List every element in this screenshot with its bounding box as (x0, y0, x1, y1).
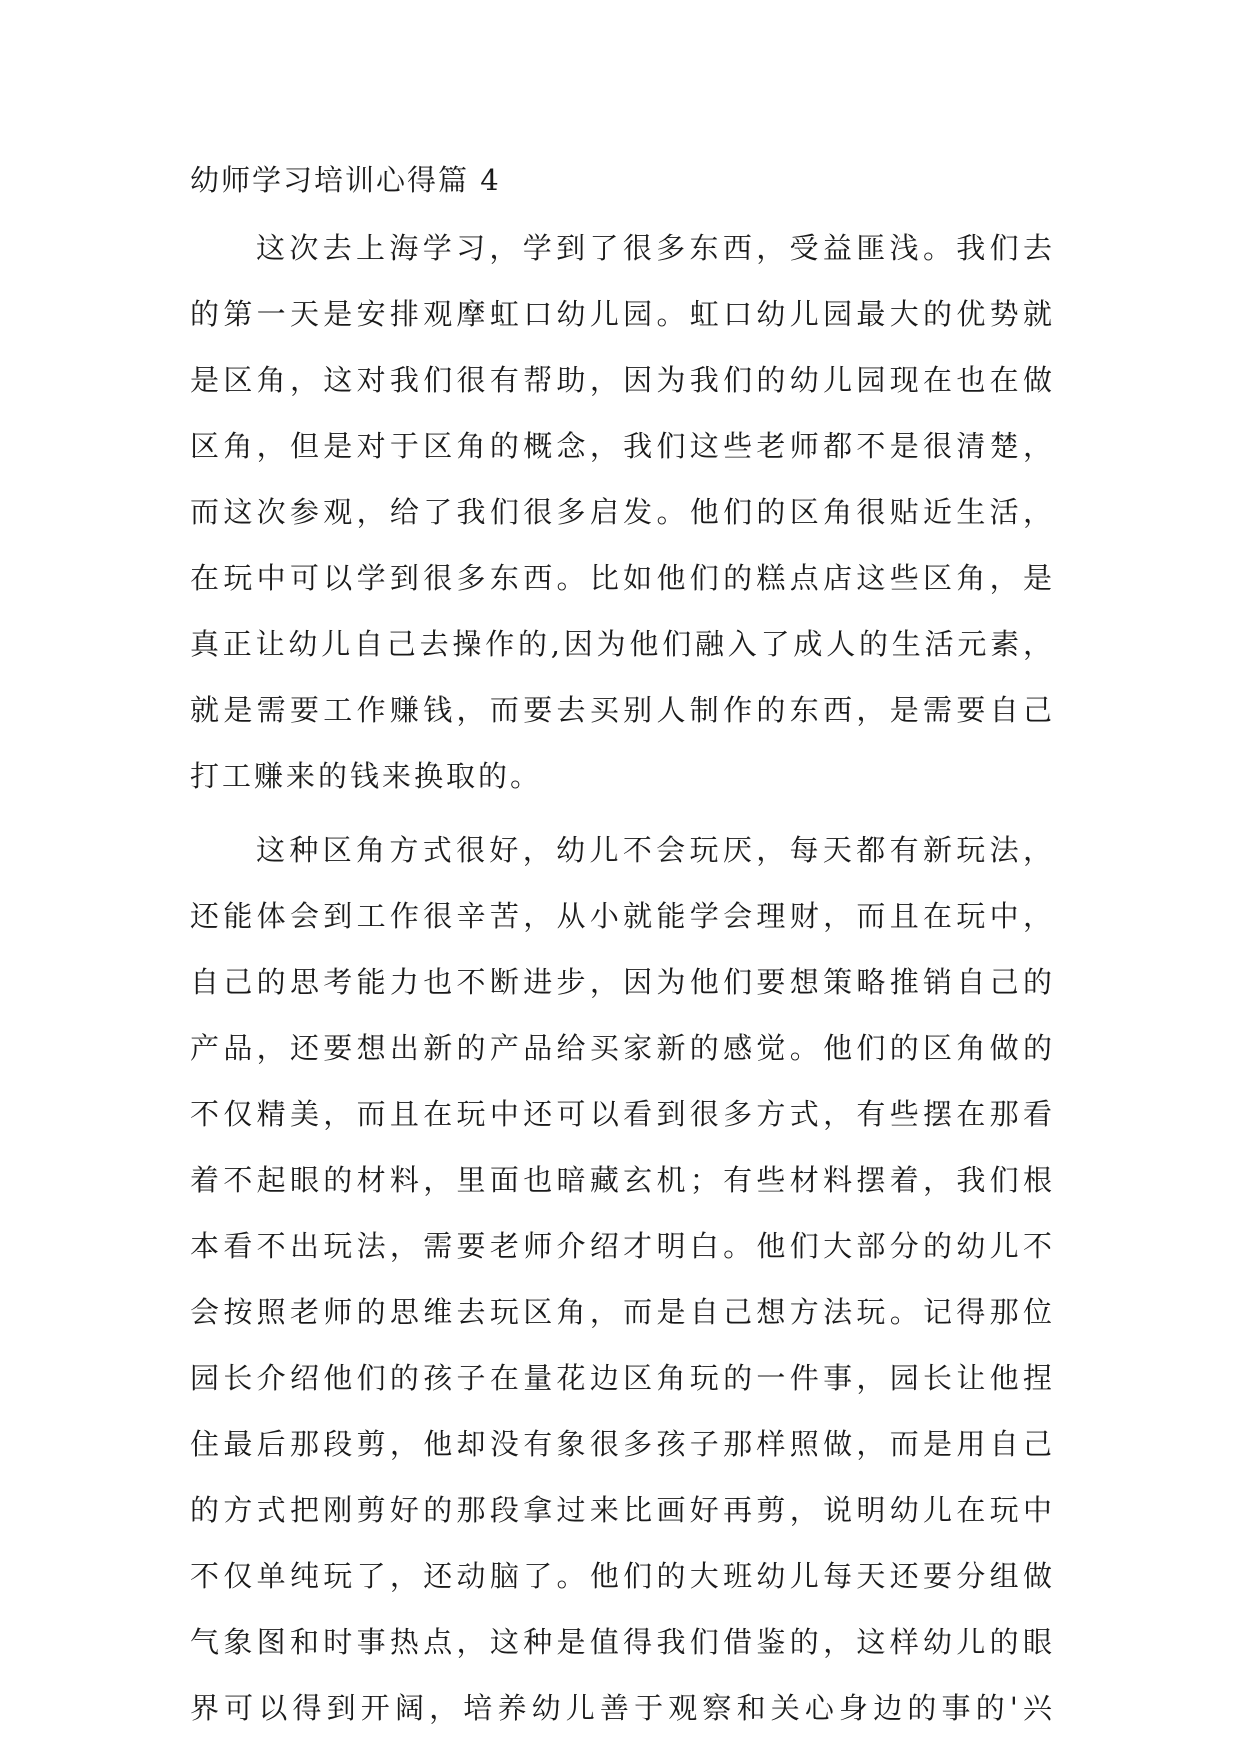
paragraph-2-line-13: 气象图和时事热点，这种是值得我们借鉴的，这样幼儿的眼 (190, 1625, 1052, 1659)
paragraph-1-line-7: 真正让幼儿自己去操作的,因为他们融入了成人的生活元素， (190, 627, 1052, 661)
document-title: 幼师学习培训心得篇 4 (190, 163, 501, 197)
paragraph-2-line-1: 这种区角方式很好，幼儿不会玩厌，每天都有新玩法， (256, 833, 1052, 867)
paragraph-1-line-2: 的第一天是安排观摩虹口幼儿园。虹口幼儿园最大的优势就 (190, 297, 1052, 331)
paragraph-2-line-14: 界可以得到开阔，培养幼儿善于观察和关心身边的事的'兴 (190, 1691, 1052, 1725)
paragraph-2-line-8: 会按照老师的思维去玩区角，而是自己想方法玩。记得那位 (190, 1295, 1052, 1329)
paragraph-2-line-2: 还能体会到工作很辛苦，从小就能学会理财，而且在玩中， (190, 899, 1052, 933)
paragraph-1-line-4: 区角，但是对于区角的概念，我们这些老师都不是很清楚， (190, 429, 1052, 463)
paragraph-2-line-12: 不仅单纯玩了，还动脑了。他们的大班幼儿每天还要分组做 (190, 1559, 1052, 1593)
paragraph-1-line-8: 就是需要工作赚钱，而要去买别人制作的东西，是需要自己 (190, 693, 1052, 727)
paragraph-1-line-6: 在玩中可以学到很多东西。比如他们的糕点店这些区角，是 (190, 561, 1052, 595)
paragraph-2-line-7: 本看不出玩法，需要老师介绍才明白。他们大部分的幼儿不 (190, 1229, 1052, 1263)
paragraph-2-line-9: 园长介绍他们的孩子在量花边区角玩的一件事，园长让他捏 (190, 1361, 1052, 1395)
paragraph-2-line-5: 不仅精美，而且在玩中还可以看到很多方式，有些摆在那看 (190, 1097, 1052, 1131)
paragraph-1-line-9: 打工赚来的钱来换取的。 (190, 759, 543, 793)
paragraph-2-line-4: 产品，还要想出新的产品给买家新的感觉。他们的区角做的 (190, 1031, 1052, 1065)
paragraph-1-line-5: 而这次参观，给了我们很多启发。他们的区角很贴近生活， (190, 495, 1052, 529)
paragraph-1-line-1: 这次去上海学习，学到了很多东西，受益匪浅。我们去 (256, 231, 1052, 265)
paragraph-1-line-3: 是区角，这对我们很有帮助，因为我们的幼儿园现在也在做 (190, 363, 1052, 397)
paragraph-2-line-3: 自己的思考能力也不断进步，因为他们要想策略推销自己的 (190, 965, 1052, 999)
paragraph-2-line-6: 着不起眼的材料，里面也暗藏玄机；有些材料摆着，我们根 (190, 1163, 1052, 1197)
paragraph-2-line-10: 住最后那段剪，他却没有象很多孩子那样照做，而是用自己 (190, 1427, 1052, 1461)
paragraph-2-line-11: 的方式把刚剪好的那段拿过来比画好再剪，说明幼儿在玩中 (190, 1493, 1052, 1527)
